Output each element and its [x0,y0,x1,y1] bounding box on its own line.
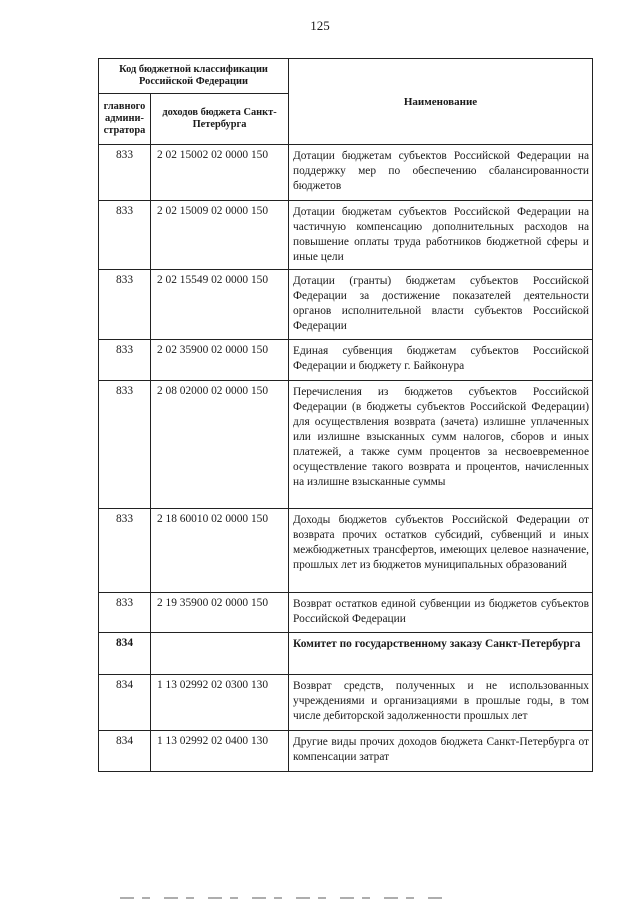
row-name: Возврат остатков единой субвенции из бюджетов субъектов Российской Федерации [289,593,593,633]
table-row [99,145,593,201]
income-code: 2 08 02000 02 0000 150 [151,381,289,509]
admin-code: 833 [99,509,151,593]
admin-code: 833 [99,201,151,270]
header-classification-code: Код бюджетной классификации Российской Федерации [99,59,289,94]
row-name: Дотации бюджетам субъектов Российской Федерации на поддержку мер по обеспечению сбалансированности бюджетов [289,145,593,201]
row-name: Доходы бюджетов субъектов Российской Федерации от возврата прочих остатков субсидий, субвенций и иных межбюджетных трансфертов, имеющих целевое назначение, прошлых лет из бюджетов муниципальных образований [289,509,593,593]
income-code [151,633,289,675]
admin-code: 834 [99,633,151,675]
admin-code: 833 [99,340,151,381]
table-row [99,340,593,381]
row-name: Дотации (гранты) бюджетам субъектов Российской Федерации за достижение показателей деятельности органов исполнительной власти субъектов Российской Федерации [289,270,593,340]
admin-code: 834 [99,731,151,772]
table-row [99,201,593,270]
scan-artifact [120,897,450,899]
table-row [99,509,593,593]
income-code: 1 13 02992 02 0300 130 [151,675,289,731]
table-row [99,675,593,731]
table-row [99,381,593,509]
header-name: Наименование [289,59,593,145]
row-name: Единая субвенция бюджетам субъектов Российской Федерации и бюджету г. Байконура [289,340,593,381]
budget-classification-table [98,58,593,772]
income-code: 2 02 15002 02 0000 150 [151,145,289,201]
header-admin: главного админи-стратора [99,94,151,145]
admin-code: 833 [99,145,151,201]
income-code: 1 13 02992 02 0400 130 [151,731,289,772]
table-row [99,731,593,772]
income-code: 2 02 35900 02 0000 150 [151,340,289,381]
row-name: Комитет по государственному заказу Санкт-Петербурга [289,633,593,675]
row-name: Перечисления из бюджетов субъектов Российской Федерации (в бюджеты субъектов Российской Федерации) для осуществления возврата (зачета) излишне уплаченных или излишне взысканных сумм налогов, сборов и иных платежей, а также сумм процентов за несвоевременное осуществление такого возврата и процентов, начисленных на излишне взысканные суммы [289,381,593,509]
income-code: 2 02 15549 02 0000 150 [151,270,289,340]
admin-code: 833 [99,381,151,509]
table-row [99,633,593,675]
admin-code: 833 [99,593,151,633]
income-code: 2 19 35900 02 0000 150 [151,593,289,633]
page-number: 125 [310,18,330,33]
admin-code: 833 [99,270,151,340]
income-code: 2 02 15009 02 0000 150 [151,201,289,270]
header-income-code: доходов бюджета Санкт-Петербурга [151,94,289,145]
table-row [99,593,593,633]
table-row [99,270,593,340]
row-name: Другие виды прочих доходов бюджета Санкт-Петербурга от компенсации затрат [289,731,593,772]
admin-code: 834 [99,675,151,731]
row-name: Дотации бюджетам субъектов Российской Федерации на частичную компенсацию дополнительных расходов на повышение оплаты труда работников бюджетной сферы и иные цели [289,201,593,270]
income-code: 2 18 60010 02 0000 150 [151,509,289,593]
row-name: Возврат средств, полученных и не использованных учреждениями и организациями в прошлые годы, в том числе дебиторской задолженности прошлых лет [289,675,593,731]
